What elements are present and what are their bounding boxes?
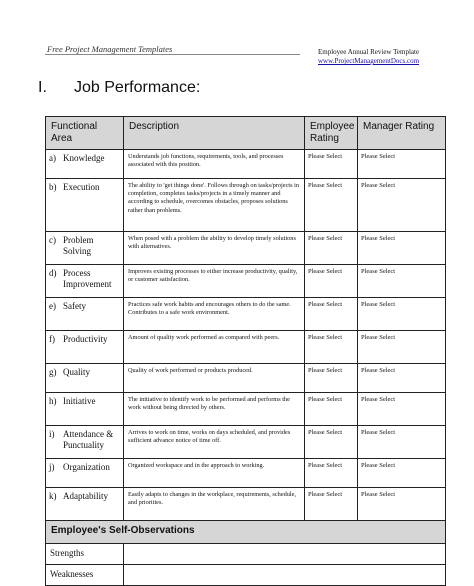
observation-row	[46, 565, 446, 586]
functional-area-cell	[46, 488, 124, 521]
row-area: Productivity	[63, 334, 108, 344]
header-right-title: Employee Annual Review Template	[318, 48, 420, 56]
functional-area-cell	[46, 298, 124, 331]
row-area: Initiative	[63, 396, 96, 406]
table-row	[46, 298, 446, 331]
header-functional-area: Functional Area	[46, 117, 124, 150]
employee-rating-select[interactable]: Please Select	[305, 265, 358, 298]
row-description: The initiative to identify work to be performed and performs the work without being directed by others.	[124, 393, 305, 426]
header-divider	[45, 54, 300, 55]
functional-area-cell	[46, 459, 124, 488]
row-area: Quality	[63, 367, 90, 377]
row-description: Practices safe work habits and encourages others to do the same. Contributes to a safe work environment.	[124, 298, 305, 331]
employee-rating-select[interactable]: Please Select	[305, 331, 358, 364]
functional-area-cell	[46, 265, 124, 298]
manager-rating-select[interactable]: Please Select	[358, 426, 446, 459]
row-letter: d)	[49, 268, 57, 278]
employee-rating-select[interactable]: Please Select	[305, 393, 358, 426]
row-description: The ability to 'get things done'. Follows through on tasks/projects in completion, completes tasks/projects in a timely manner and according to schedule, overcomes obstacles, proposes solutions rather than problems.	[124, 179, 305, 232]
row-description: Quality of work performed or products produced.	[124, 364, 305, 393]
table-row	[46, 150, 446, 179]
manager-rating-select[interactable]: Please Select	[358, 459, 446, 488]
observations-header-row	[46, 521, 446, 544]
row-description: Amount of quality work performed as compared with peers.	[124, 331, 305, 364]
row-area: Adaptability	[63, 491, 108, 501]
row-area: Organization	[63, 462, 110, 472]
header-website-link[interactable]: www.ProjectManagementDocs.com	[318, 57, 420, 65]
row-area: Problem Solving	[63, 235, 94, 256]
manager-rating-select[interactable]: Please Select	[358, 364, 446, 393]
row-letter: i)	[49, 429, 55, 439]
row-letter: b)	[49, 182, 57, 192]
row-description: When posed with a problem the ability to develop timely solutions with alternatives.	[124, 232, 305, 265]
functional-area-cell	[46, 364, 124, 393]
row-letter: g)	[49, 367, 57, 377]
row-letter: h)	[49, 396, 57, 406]
weaknesses-field[interactable]	[124, 565, 446, 586]
table-row	[46, 426, 446, 459]
row-description: Easily adapts to changes in the workplace, requirements, schedule, and priorities.	[124, 488, 305, 521]
row-description: Improves existing processes to either increase productivity, quality, or customer satisfaction.	[124, 265, 305, 298]
functional-area-cell	[46, 426, 124, 459]
section-heading	[38, 79, 200, 97]
weaknesses-label: Weaknesses	[46, 565, 124, 586]
functional-area-cell	[46, 150, 124, 179]
row-letter: c)	[49, 235, 56, 245]
manager-rating-select[interactable]: Please Select	[358, 232, 446, 265]
employee-rating-select[interactable]: Please Select	[305, 298, 358, 331]
table-row	[46, 265, 446, 298]
manager-rating-select[interactable]: Please Select	[358, 298, 446, 331]
manager-rating-select[interactable]: Please Select	[358, 488, 446, 521]
observation-row	[46, 544, 446, 565]
manager-rating-select[interactable]: Please Select	[358, 331, 446, 364]
employee-rating-select[interactable]: Please Select	[305, 426, 358, 459]
employee-rating-select[interactable]: Please Select	[305, 459, 358, 488]
manager-rating-select[interactable]: Please Select	[358, 150, 446, 179]
row-area: Knowledge	[63, 153, 105, 163]
table-row	[46, 488, 446, 521]
functional-area-cell	[46, 331, 124, 364]
table-row	[46, 331, 446, 364]
header-left-title: Free Project Management Templates	[47, 44, 173, 54]
header-employee-rating: Employee Rating	[305, 117, 358, 150]
functional-area-cell	[46, 393, 124, 426]
header-manager-rating: Manager Rating	[358, 117, 446, 150]
manager-rating-select[interactable]: Please Select	[358, 393, 446, 426]
header-description: Description	[124, 117, 305, 150]
row-letter: e)	[49, 301, 56, 311]
row-area: Process Improvement	[63, 268, 112, 289]
employee-rating-select[interactable]: Please Select	[305, 179, 358, 232]
functional-area-cell	[46, 232, 124, 265]
row-area: Execution	[63, 182, 100, 192]
row-description: Understands job functions, requirements, tools, and processes associated with this position.	[124, 150, 305, 179]
row-description: Arrives to work on time, works on days scheduled, and provides sufficient advance notice of time off.	[124, 426, 305, 459]
table-row	[46, 179, 446, 232]
row-description: Organized workspace and in the approach to working.	[124, 459, 305, 488]
table-header-row	[46, 117, 446, 150]
row-letter: a)	[49, 153, 56, 163]
manager-rating-select[interactable]: Please Select	[358, 179, 446, 232]
row-letter: k)	[49, 491, 57, 501]
row-letter: j)	[49, 462, 55, 472]
section-title: Job Performance:	[74, 79, 201, 96]
row-area: Attendance & Punctuality	[63, 429, 114, 450]
employee-rating-select[interactable]: Please Select	[305, 232, 358, 265]
section-number: I.	[38, 79, 47, 96]
header-right	[318, 48, 419, 66]
job-performance-table	[45, 116, 446, 586]
employee-rating-select[interactable]: Please Select	[305, 150, 358, 179]
row-area: Safety	[63, 301, 86, 311]
strengths-label: Strengths	[46, 544, 124, 565]
row-letter: f)	[49, 334, 55, 344]
observations-title: Employee's Self-Observations	[46, 521, 446, 544]
table-row	[46, 393, 446, 426]
table-row	[46, 364, 446, 393]
table-row	[46, 232, 446, 265]
strengths-field[interactable]	[124, 544, 446, 565]
employee-rating-select[interactable]: Please Select	[305, 364, 358, 393]
employee-rating-select[interactable]: Please Select	[305, 488, 358, 521]
manager-rating-select[interactable]: Please Select	[358, 265, 446, 298]
table-row	[46, 459, 446, 488]
functional-area-cell	[46, 179, 124, 232]
